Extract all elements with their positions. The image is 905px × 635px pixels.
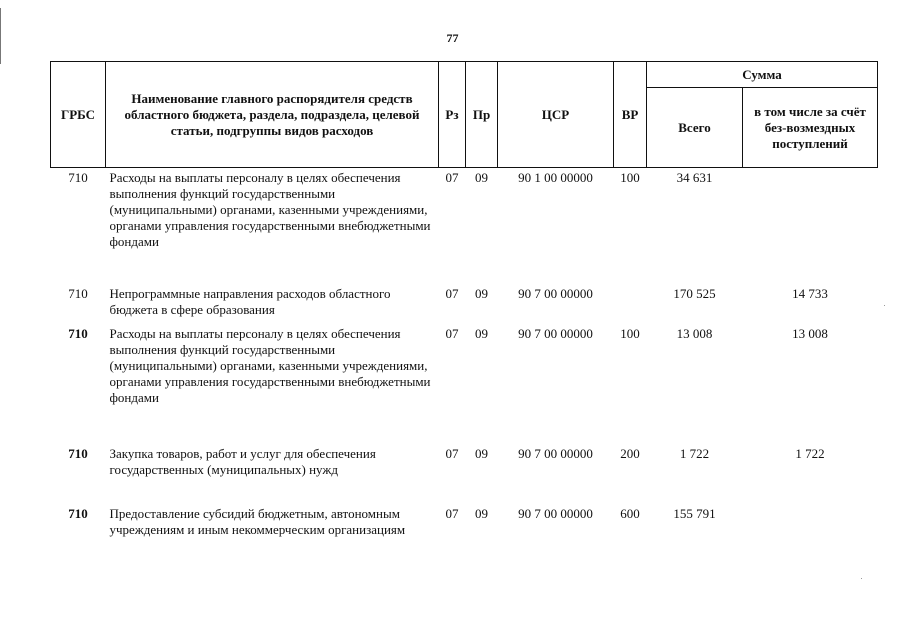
cell-vr: 100 — [620, 326, 640, 341]
cell-grbs: 710 — [68, 506, 88, 521]
cell-csr: 90 7 00 00000 — [518, 446, 593, 461]
budget-table — [50, 61, 878, 568]
page-number: 77 — [446, 31, 459, 45]
cell-free — [743, 504, 878, 568]
header-name: Наименование главного распорядителя средств областного бюджета, раздела, подраздела, целевой статьи, подгруппы видов расходов — [106, 62, 439, 168]
cell-rz: 07 — [445, 170, 459, 185]
cell-name: Закупка товаров, работ и услуг для обеспечения государственных (муниципальных) нужд — [109, 446, 376, 477]
cell-vr: 200 — [620, 446, 640, 461]
cell-name: Непрограммные направления расходов областного бюджета в сфере образования — [109, 286, 391, 317]
scan-speck — [884, 305, 885, 306]
cell-rz: 07 — [445, 506, 459, 521]
cell-pr: 09 — [475, 506, 488, 521]
cell-grbs: 710 — [68, 326, 88, 341]
cell-pr: 09 — [475, 170, 488, 185]
scan-speck — [861, 578, 862, 579]
cell-rz: 07 — [445, 326, 459, 341]
header-free: в том числе за счёт без-возмездных поступлений — [743, 88, 878, 168]
table-row — [51, 504, 878, 568]
cell-pr: 09 — [475, 446, 488, 461]
cell-total: 34 631 — [676, 170, 713, 185]
header-vr: ВР — [614, 62, 647, 168]
header-csr: ЦСР — [498, 62, 614, 168]
header-sum: Сумма — [647, 62, 878, 88]
cell-name: Расходы на выплаты персоналу в целях обеспечения выполнения функций государственными (муниципальными) органами, казенными учреждениями, органами управления государственными внебюджетными фондами — [109, 326, 431, 405]
cell-total: 170 525 — [673, 286, 716, 301]
header-rz: Рз — [439, 62, 466, 168]
cell-free — [743, 168, 878, 285]
cell-csr: 90 7 00 00000 — [518, 286, 593, 301]
table-row — [51, 168, 878, 285]
cell-free: 1 722 — [795, 446, 825, 461]
cell-csr: 90 7 00 00000 — [518, 326, 593, 341]
cell-csr: 90 1 00 00000 — [518, 170, 593, 185]
header-pr: Пр — [466, 62, 498, 168]
cell-total: 1 722 — [679, 446, 710, 461]
table-row — [51, 444, 878, 504]
header-total: Всего — [647, 88, 743, 168]
cell-rz: 07 — [445, 286, 459, 301]
cell-name: Предоставление субсидий бюджетным, автономным учреждениям и иным некоммерческим организациям — [109, 506, 406, 537]
table-row — [51, 284, 878, 324]
cell-grbs: 710 — [68, 286, 88, 301]
cell-free: 13 008 — [792, 326, 828, 341]
cell-grbs: 710 — [68, 170, 88, 185]
cell-rz: 07 — [445, 446, 459, 461]
cell-name: Расходы на выплаты персоналу в целях обеспечения выполнения функций государственными (муниципальными) органами, казенными учреждениями, органами управления государственными внебюджетными фондами — [109, 170, 431, 249]
cell-vr: 600 — [620, 506, 640, 521]
cell-free: 14 733 — [792, 286, 828, 301]
cell-pr: 09 — [475, 286, 488, 301]
header-grbs: ГРБС — [51, 62, 106, 168]
table-row — [51, 324, 878, 444]
cell-vr: 100 — [620, 170, 640, 185]
table-header — [51, 62, 878, 168]
cell-total: 13 008 — [676, 326, 713, 341]
cell-total: 155 791 — [673, 506, 716, 521]
cell-vr — [614, 284, 647, 324]
cell-csr: 90 7 00 00000 — [518, 506, 593, 521]
cell-pr: 09 — [475, 326, 488, 341]
cell-grbs: 710 — [68, 446, 88, 461]
